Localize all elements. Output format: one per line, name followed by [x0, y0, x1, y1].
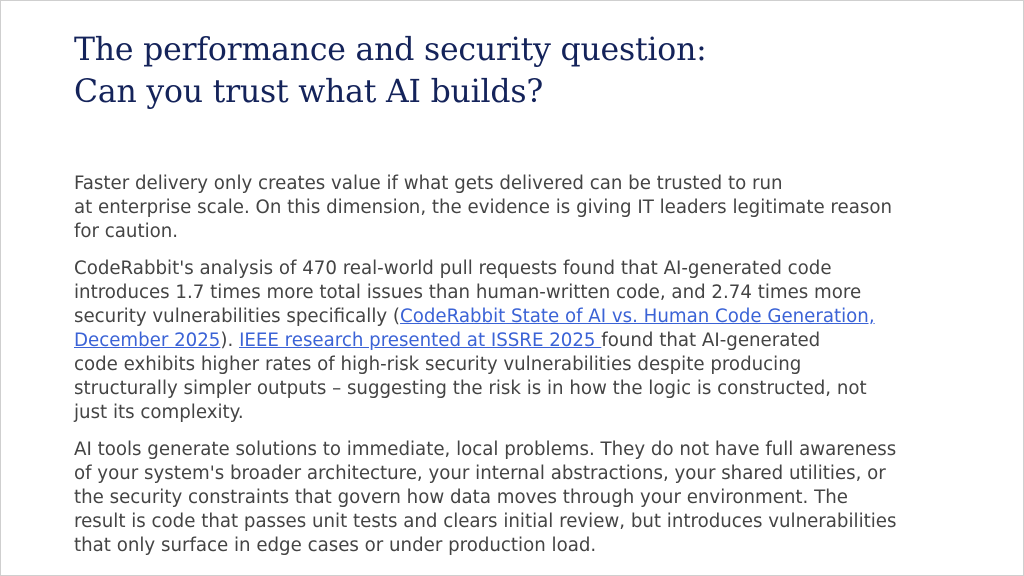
page-title: [74, 29, 954, 113]
heading-block: [74, 29, 954, 113]
paragraph-line: that only surface in edge cases or under production load.: [74, 535, 597, 556]
paragraph-line: result is code that passes unit tests and clears initial review, but introduces vulnerabilities: [74, 511, 897, 532]
paragraph-line: the security constraints that govern how data moves through your environment. The: [74, 487, 848, 508]
paragraph-line: of your system's broader architecture, your internal abstractions, your shared utilities, or: [74, 463, 886, 484]
paragraph-research: [74, 257, 974, 425]
paragraph-line: structurally simpler outputs – suggesting the risk is in how the logic is constructed, not: [74, 378, 867, 399]
paragraph-line: AI tools generate solutions to immediate, local problems. They do not have full awareness: [74, 439, 897, 460]
coderabbit-report-link[interactable]: CodeRabbit State of AI vs. Human Code Generation,: [400, 306, 875, 327]
paragraph-line: Faster delivery only creates value if what gets delivered can be trusted to run: [74, 173, 783, 194]
paragraph-context: [74, 438, 974, 558]
paragraph-intro: [74, 172, 974, 244]
paragraph-line: [74, 305, 974, 329]
paragraph-text: security vulnerabilities specifically (: [74, 306, 401, 327]
paragraph-text: ).: [220, 330, 240, 351]
paragraph-line: code exhibits higher rates of high-risk security vulnerabilities despite producing: [74, 354, 802, 375]
paragraph-line: for caution.: [74, 221, 179, 242]
title-line-1: The performance and security question:: [74, 32, 707, 68]
paragraph-line: at enterprise scale. On this dimension, the evidence is giving IT leaders legitimate reason: [74, 197, 892, 218]
paragraph-text: found that AI-generated: [601, 330, 821, 351]
article-body: [74, 172, 974, 571]
title-line-2: Can you trust what AI builds?: [74, 74, 544, 110]
coderabbit-report-link-date[interactable]: December 2025: [74, 330, 221, 351]
paragraph-line: CodeRabbit's analysis of 470 real-world pull requests found that AI-generated code: [74, 258, 832, 279]
ieee-research-link[interactable]: IEEE research presented at ISSRE 2025: [239, 330, 602, 351]
paragraph-line: just its complexity.: [74, 402, 244, 423]
paragraph-line: introduces 1.7 times more total issues than human-written code, and 2.74 times more: [74, 282, 862, 303]
paragraph-line: [74, 329, 974, 353]
